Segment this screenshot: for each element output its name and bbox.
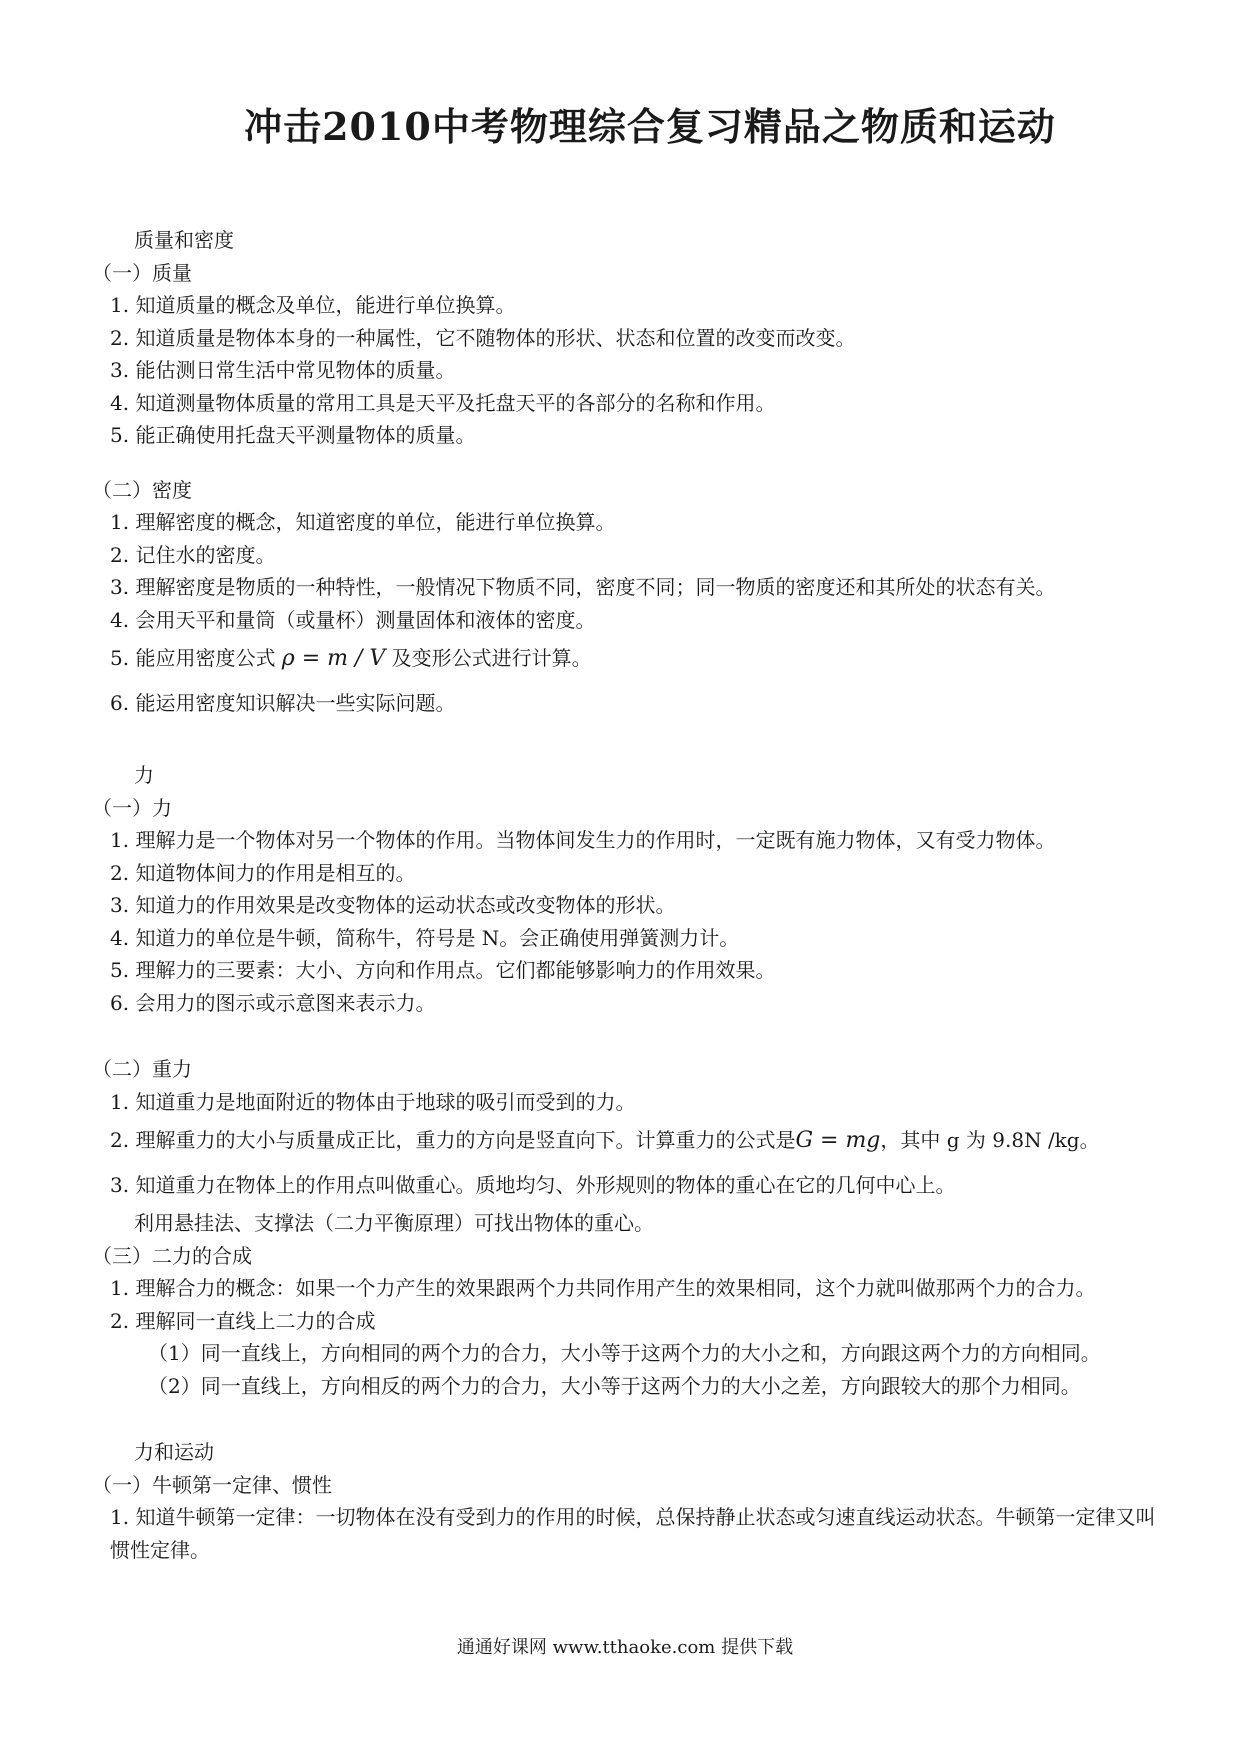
sub-list-item: （2）同一直线上，方向相反的两个力的合力，大小等于这两个力的大小之差，方向跟较大的那个力相同。 bbox=[148, 1373, 1081, 1398]
list-item: 6. 会用力的图示或示意图来表示力。 bbox=[110, 990, 436, 1015]
list-item-density-formula bbox=[92, 636, 1172, 681]
list-item: 2. 记住水的密度。 bbox=[110, 542, 276, 567]
subsection-heading-density: （二）密度 bbox=[92, 477, 192, 502]
list-item: 3. 知道重力在物体上的作用点叫做重心。质地均匀、外形规则的物体的重心在它的几何中心上。 bbox=[110, 1173, 956, 1197]
list-item: 3. 知道力的作用效果是改变物体的运动状态或改变物体的形状。 bbox=[110, 893, 676, 917]
list-item: 6. 能运用密度知识解决一些实际问题。 bbox=[110, 691, 456, 715]
list-item: 1. 理解密度的概念，知道密度的单位，能进行单位换算。 bbox=[110, 510, 616, 534]
item-text: 5. 能应用密度公式 bbox=[110, 646, 282, 670]
section-heading-mass-density: 质量和密度 bbox=[134, 228, 234, 252]
density-formula: ρ = m / V bbox=[281, 646, 386, 671]
list-item: 3. 能估测日常生活中常见物体的质量。 bbox=[110, 358, 456, 382]
list-item: 1. 知道牛顿第一定律：一切物体在没有受到力的作用的时候，总保持静止状态或匀速直线运动状态。牛顿第一定律又叫惯性定律。 bbox=[110, 1505, 1156, 1562]
section-heading-force: 力 bbox=[134, 763, 154, 787]
list-item-gravity-formula bbox=[92, 1118, 1172, 1163]
list-item: 1. 理解力是一个物体对另一个物体的作用。当物体间发生力的作用时，一定既有施力物体，又有受力物体。 bbox=[110, 828, 1056, 852]
gravity-formula: G = mg bbox=[795, 1128, 881, 1153]
list-item: 4. 知道力的单位是牛顿，简称牛，符号是 N。会正确使用弹簧测力计。 bbox=[110, 925, 740, 950]
subsection-heading-gravity: （二）重力 bbox=[92, 1057, 192, 1081]
footer-source: 通通好课网 www.tthaoke.com 提供下载 bbox=[456, 1637, 794, 1658]
item-text: 及变形公式进行计算。 bbox=[385, 646, 592, 670]
section-heading-force-motion: 力和运动 bbox=[134, 1440, 214, 1464]
list-item: 2. 理解同一直线上二力的合成 bbox=[110, 1308, 376, 1333]
list-item: 4. 知道测量物体质量的常用工具是天平及托盘天平的各部分的名称和作用。 bbox=[110, 390, 776, 415]
list-item: 1. 理解合力的概念：如果一个力产生的效果跟两个力共同作用产生的效果相同，这个力就叫做那两个力的合力。 bbox=[110, 1276, 1096, 1300]
list-item: 3. 理解密度是物质的一种特性，一般情况下物质不同，密度不同；同一物质的密度还和其所处的状态有关。 bbox=[110, 575, 1056, 599]
item-text: ，其中 g 为 9.8N /kg。 bbox=[880, 1128, 1100, 1152]
document-body bbox=[92, 224, 1172, 1566]
sub-list-item: （1）同一直线上，方向相同的两个力的合力，大小等于这两个力的大小之和，方向跟这两个力的方向相同。 bbox=[148, 1341, 1101, 1365]
list-item: 1. 知道重力是地面附近的物体由于地球的吸引而受到的力。 bbox=[110, 1089, 636, 1114]
page-title: 冲击2010中考物理综合复习精品之物质和运动 bbox=[244, 104, 1056, 149]
list-item: 4. 会用天平和量筒（或量杯）测量固体和液体的密度。 bbox=[110, 607, 596, 632]
list-item: 2. 知道物体间力的作用是相互的。 bbox=[110, 860, 416, 885]
subsection-heading-newton-first-law: （一）牛顿第一定律、惯性 bbox=[92, 1472, 332, 1497]
item-text: 2. 理解重力的大小与质量成正比，重力的方向是竖直向下。计算重力的公式是 bbox=[110, 1128, 796, 1152]
list-item: 2. 知道质量是物体本身的一种属性，它不随物体的形状、状态和位置的改变而改变。 bbox=[110, 325, 856, 350]
subsection-heading-force-composition: （三）二力的合成 bbox=[92, 1243, 252, 1268]
subsection-heading-force: （一）力 bbox=[92, 795, 172, 820]
list-item: 1. 知道质量的概念及单位，能进行单位换算。 bbox=[110, 293, 516, 317]
list-item: 5. 能正确使用托盘天平测量物体的质量。 bbox=[110, 423, 476, 447]
subsection-heading-mass: （一）质量 bbox=[92, 260, 192, 285]
list-item-continuation: 利用悬挂法、支撑法（二力平衡原理）可找出物体的重心。 bbox=[134, 1211, 654, 1235]
list-item: 5. 理解力的三要素：大小、方向和作用点。它们都能够影响力的作用效果。 bbox=[110, 958, 776, 982]
